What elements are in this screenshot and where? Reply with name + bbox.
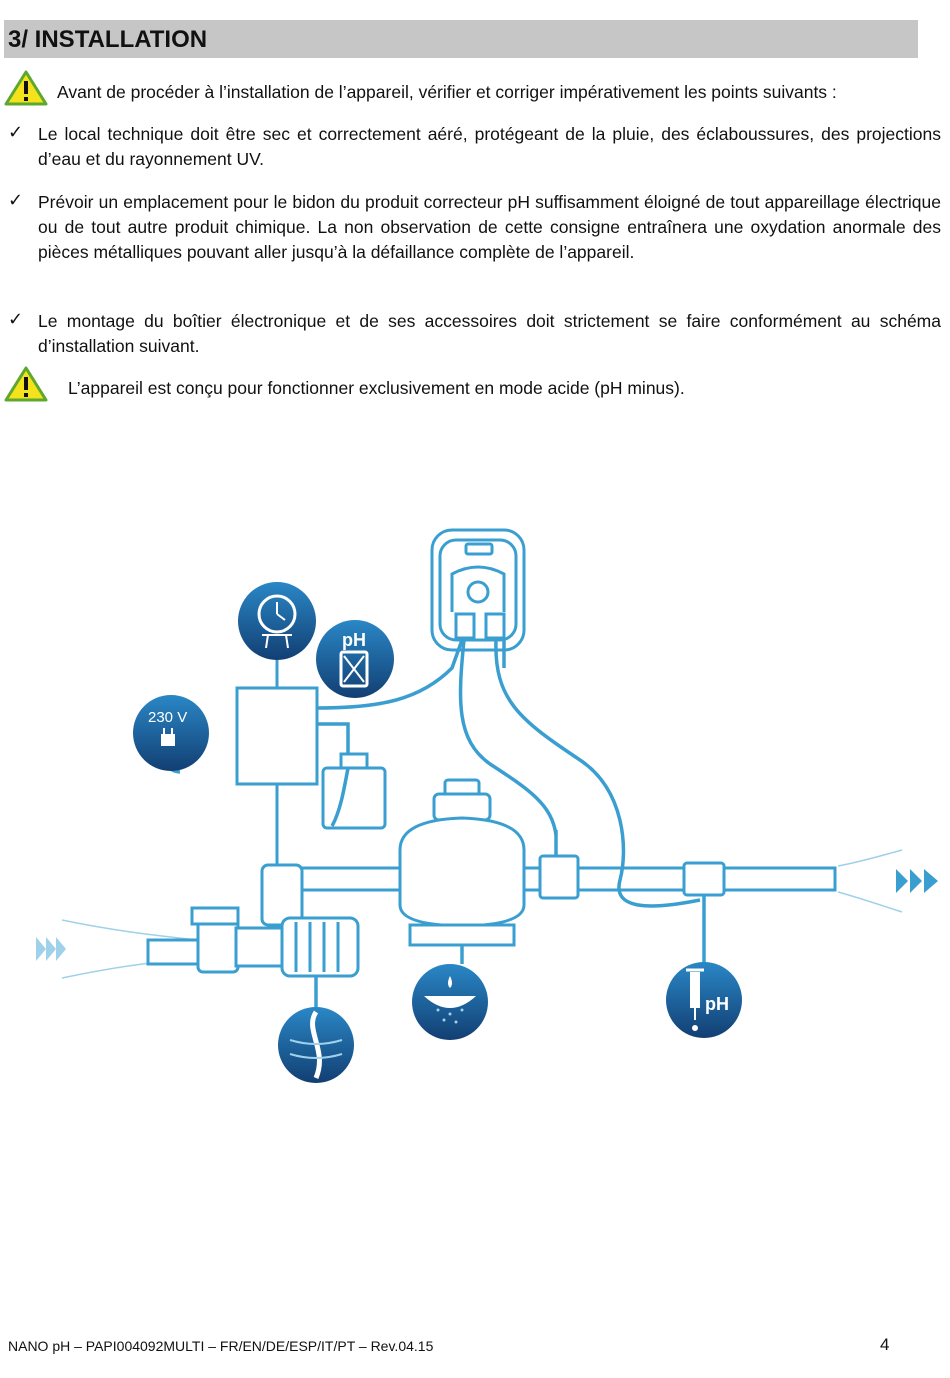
check-icon: ✓ xyxy=(8,122,24,142)
peristaltic-pump xyxy=(432,530,524,650)
warning-text-preinstall: Avant de procéder à l’installation de l’appareil, vérifier et corriger impérativement les points suivants : xyxy=(57,82,837,102)
warning-text-acid-mode: L’appareil est conçu pour fonctionner exclusivement en mode acide (pH minus). xyxy=(68,378,685,398)
installation-diagram xyxy=(0,520,950,1100)
timer-icon xyxy=(238,582,316,660)
checklist-item-mounting: Le montage du boîtier électronique et de ses accessoires doit strictement se faire conformément au schéma d’installation suivant. xyxy=(38,311,941,356)
warning-triangle-icon xyxy=(4,70,48,106)
pump-propeller-icon xyxy=(278,1007,354,1083)
page-number: 4 xyxy=(880,1335,890,1354)
ph-canister xyxy=(323,754,385,828)
checklist-item-canister: Prévoir un emplacement pour le bidon du produit correcteur pH suffisamment éloigné de tout appareillage électrique ou de tout autre produit chimique. La non observation de cette consigne entraînera une oxydation anormale des pièces métalliques pouvant aller jusqu’à la défaillance complète de l’appareil. xyxy=(38,192,941,262)
main-pipe xyxy=(262,856,835,925)
filtration-icon xyxy=(412,964,488,1040)
power-230v-icon xyxy=(133,695,209,771)
outflow-arrows-icon xyxy=(896,869,938,893)
check-icon: ✓ xyxy=(8,190,24,210)
voltage-label: 230 V xyxy=(148,709,188,726)
inflow-arrows-icon xyxy=(36,937,66,961)
pump xyxy=(148,908,358,976)
footer-doc-ref: NANO pH – PAPI004092MULTI – FR/EN/DE/ESP/IT/PT – Rev.04.15 xyxy=(8,1338,434,1354)
control-box xyxy=(237,648,317,866)
checklist-item-room: Le local technique doit être sec et correctement aéré, protégeant de la pluie, des éclaboussures, des projections d’eau et du rayonnement UV. xyxy=(38,124,941,169)
sand-filter xyxy=(400,780,524,945)
check-icon: ✓ xyxy=(8,309,24,329)
section-title: 3/ INSTALLATION xyxy=(8,26,208,53)
ph-injection-label: pH xyxy=(705,994,729,1014)
ph-injection-icon xyxy=(666,962,742,1038)
ph-product-label: pH xyxy=(342,630,366,650)
ph-product-icon xyxy=(316,620,394,698)
warning-triangle-icon xyxy=(4,366,48,402)
